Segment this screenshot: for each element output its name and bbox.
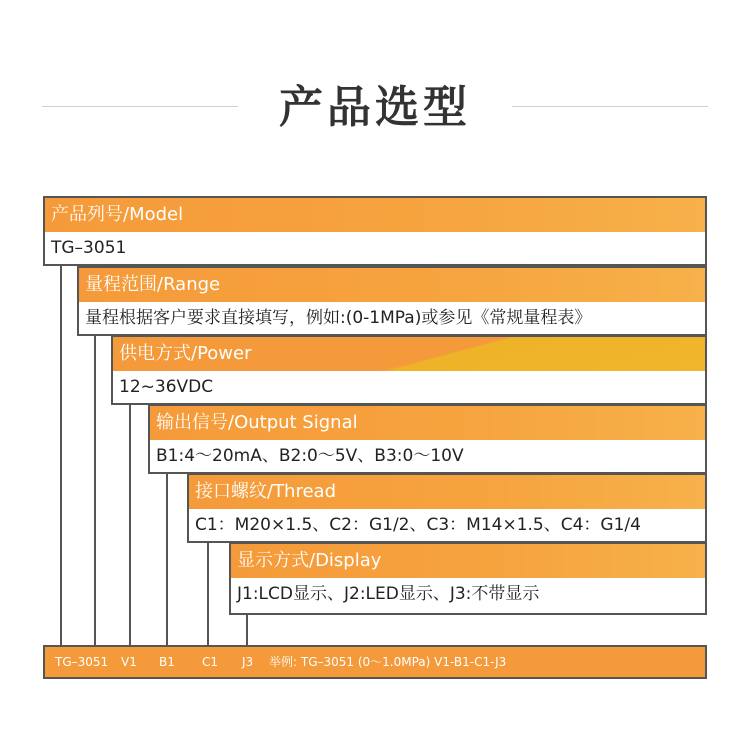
code-display: J3 [242, 655, 254, 669]
connector-power [129, 403, 131, 647]
display-box [229, 542, 707, 615]
range-box [77, 266, 707, 336]
connector-thread [207, 541, 209, 647]
display-header: 显示方式/Display [231, 544, 705, 578]
thread-value: C1：M20×1.5、C2：G1/2、C3：M14×1.5、C4：G1/4 [195, 515, 641, 535]
power-header: 供电方式/Power [113, 337, 705, 371]
code-thread: C1 [202, 655, 219, 669]
model-box [43, 196, 707, 266]
connector-model [60, 264, 62, 647]
code-power: V1 [121, 655, 137, 669]
thread-box [187, 473, 707, 543]
output-signal-value: B1:4～20mA、B2:0～5V、B3:0～10V [156, 446, 464, 466]
output-signal-header: 输出信号/Output Signal [150, 406, 705, 440]
display-value: J1:LCD显示、J2:LED显示、J3:不带显示 [237, 584, 540, 604]
connector-range [94, 334, 96, 647]
output-signal-box [148, 404, 707, 474]
connector-display [246, 614, 248, 647]
code-output: B1 [159, 655, 175, 669]
model-value: TG–3051 [51, 238, 127, 258]
power-box [111, 335, 707, 405]
range-header: 量程范围/Range [79, 268, 705, 302]
thread-header: 接口螺纹/Thread [189, 475, 705, 509]
page-title: 产品选型 [279, 82, 471, 133]
code-model: TG–3051 [55, 655, 109, 669]
power-value: 12~36VDC [119, 377, 214, 397]
connector-output [166, 472, 168, 647]
model-code-bar [43, 645, 707, 679]
code-example: 举例: TG–3051 (0～1.0MPa) V1-B1-C1-J3 [269, 655, 507, 669]
range-value: 量程根据客户要求直接填写，例如:(0-1MPa)或参见《常规量程表》 [85, 308, 592, 328]
model-header: 产品列号/Model [45, 198, 705, 232]
